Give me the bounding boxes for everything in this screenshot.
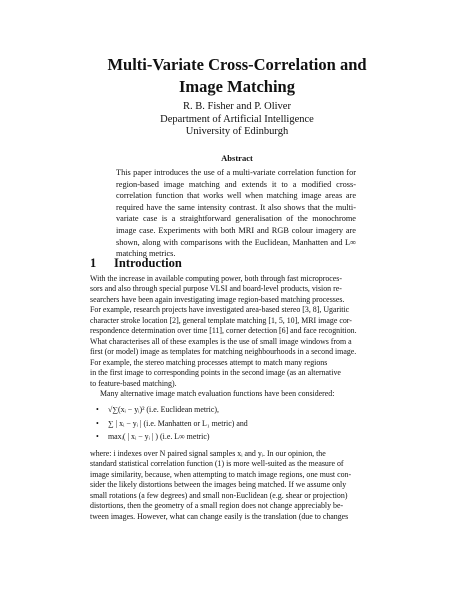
paragraph-line: where: i indexes over N paired signal samples xᵢ and yᵢ. In our opinion, the: [90, 448, 326, 458]
author-block: [60, 101, 414, 139]
paragraph-line: tween images. However, what can change easily is the translation (due to changes: [90, 511, 349, 521]
paragraph-line: distortions, then the geometry of a small region does not change appreciably be-: [90, 501, 344, 511]
author-department: Department of Artificial Intelligence: [160, 113, 314, 125]
list-item-text: maxᵢ( | xᵢ − yᵢ | ) (i.e. L∞ metric): [108, 432, 210, 442]
paragraph-line: respondence determination over time [11], corner detection [6] and face recognition.: [90, 326, 357, 336]
list-item: [90, 405, 384, 415]
paper-title: [60, 54, 414, 98]
paragraph-line: first (or model) image as templates for matching neighbourhoods in a second image.: [90, 347, 357, 357]
paragraph-line: standard statistical correlation function (1) is more well-suited as the measure of: [90, 459, 344, 469]
paragraph-line: small rotations (a few degrees) and small non-Euclidean (e.g. shear or projection): [90, 490, 348, 500]
paragraph-line: searchers have been again investigating image region-based matching processes.: [90, 294, 345, 304]
paragraph-line: in the first image to corresponding points in the second image (as an alternative: [90, 368, 341, 378]
metric-list: [90, 405, 384, 442]
paragraph-line: With the increase in available computing power, both through fast microproces-: [90, 274, 343, 283]
section-heading: [90, 256, 182, 271]
title-line-2: Image Matching: [179, 77, 295, 96]
section-title: Introduction: [114, 256, 182, 270]
paragraph-3: [90, 449, 384, 522]
bullet-icon: •: [96, 432, 99, 442]
paragraph-line: sors and also through special purpose VLSI and board-level products, vision re-: [90, 284, 342, 294]
introduction-body: [90, 274, 384, 522]
title-line-1: Multi-Variate Cross-Correlation and: [107, 55, 367, 74]
section-number: 1: [90, 256, 97, 270]
list-item-text: √∑(xᵢ − yᵢ)² (i.e. Euclidean metric),: [108, 405, 219, 415]
paragraph-2: [90, 389, 384, 399]
bullet-icon: •: [96, 405, 99, 415]
author-university: University of Edinburgh: [185, 126, 289, 137]
bullet-icon: •: [96, 418, 99, 428]
paragraph-line: What characterises all of these examples is the use of small image windows from a: [90, 336, 352, 346]
paragraph-line: sider the likely distortions between the images being matched. If we assume only: [90, 480, 347, 490]
list-item: [90, 419, 384, 429]
paragraph-line: image similarity, because, when attempting to match image regions, one must con-: [90, 469, 352, 479]
paragraph-1: [90, 274, 384, 389]
author-names: R. B. Fisher and P. Oliver: [183, 101, 291, 112]
paragraph-line: character stroke location [2], general template matching [1, 5, 10], MRI image cor-: [90, 315, 352, 325]
paragraph-line: Many alternative image match evaluation functions have been considered:: [100, 388, 335, 398]
paragraph-line: For example, the stereo matching processes attempt to match many regions: [90, 357, 328, 367]
paragraph-line: to feature-based matching).: [90, 378, 177, 388]
list-item-text: ∑ | xᵢ − yᵢ | (i.e. Manhatten or L₁ metric) and: [108, 418, 248, 428]
list-item: [90, 432, 384, 442]
paragraph-line: For example, research projects have investigated area-based stereo [3, 8], Ugaritic: [90, 305, 350, 315]
abstract-text: This paper introduces the use of a multi-variate correlation function for region-based image matching and extends it to a modified cross-correlation function that works well when matching image areas are required have the same intensity contrast. It also shows that the multi-variate case is a straightforward generalisation of the monochrome image case. Experiments with both MRI and RGB colour imagery are shown, along with comparisons with the Euclidean, Manhatten and L∞ matching metrics.: [116, 168, 356, 259]
abstract-heading: Abstract: [221, 153, 253, 163]
